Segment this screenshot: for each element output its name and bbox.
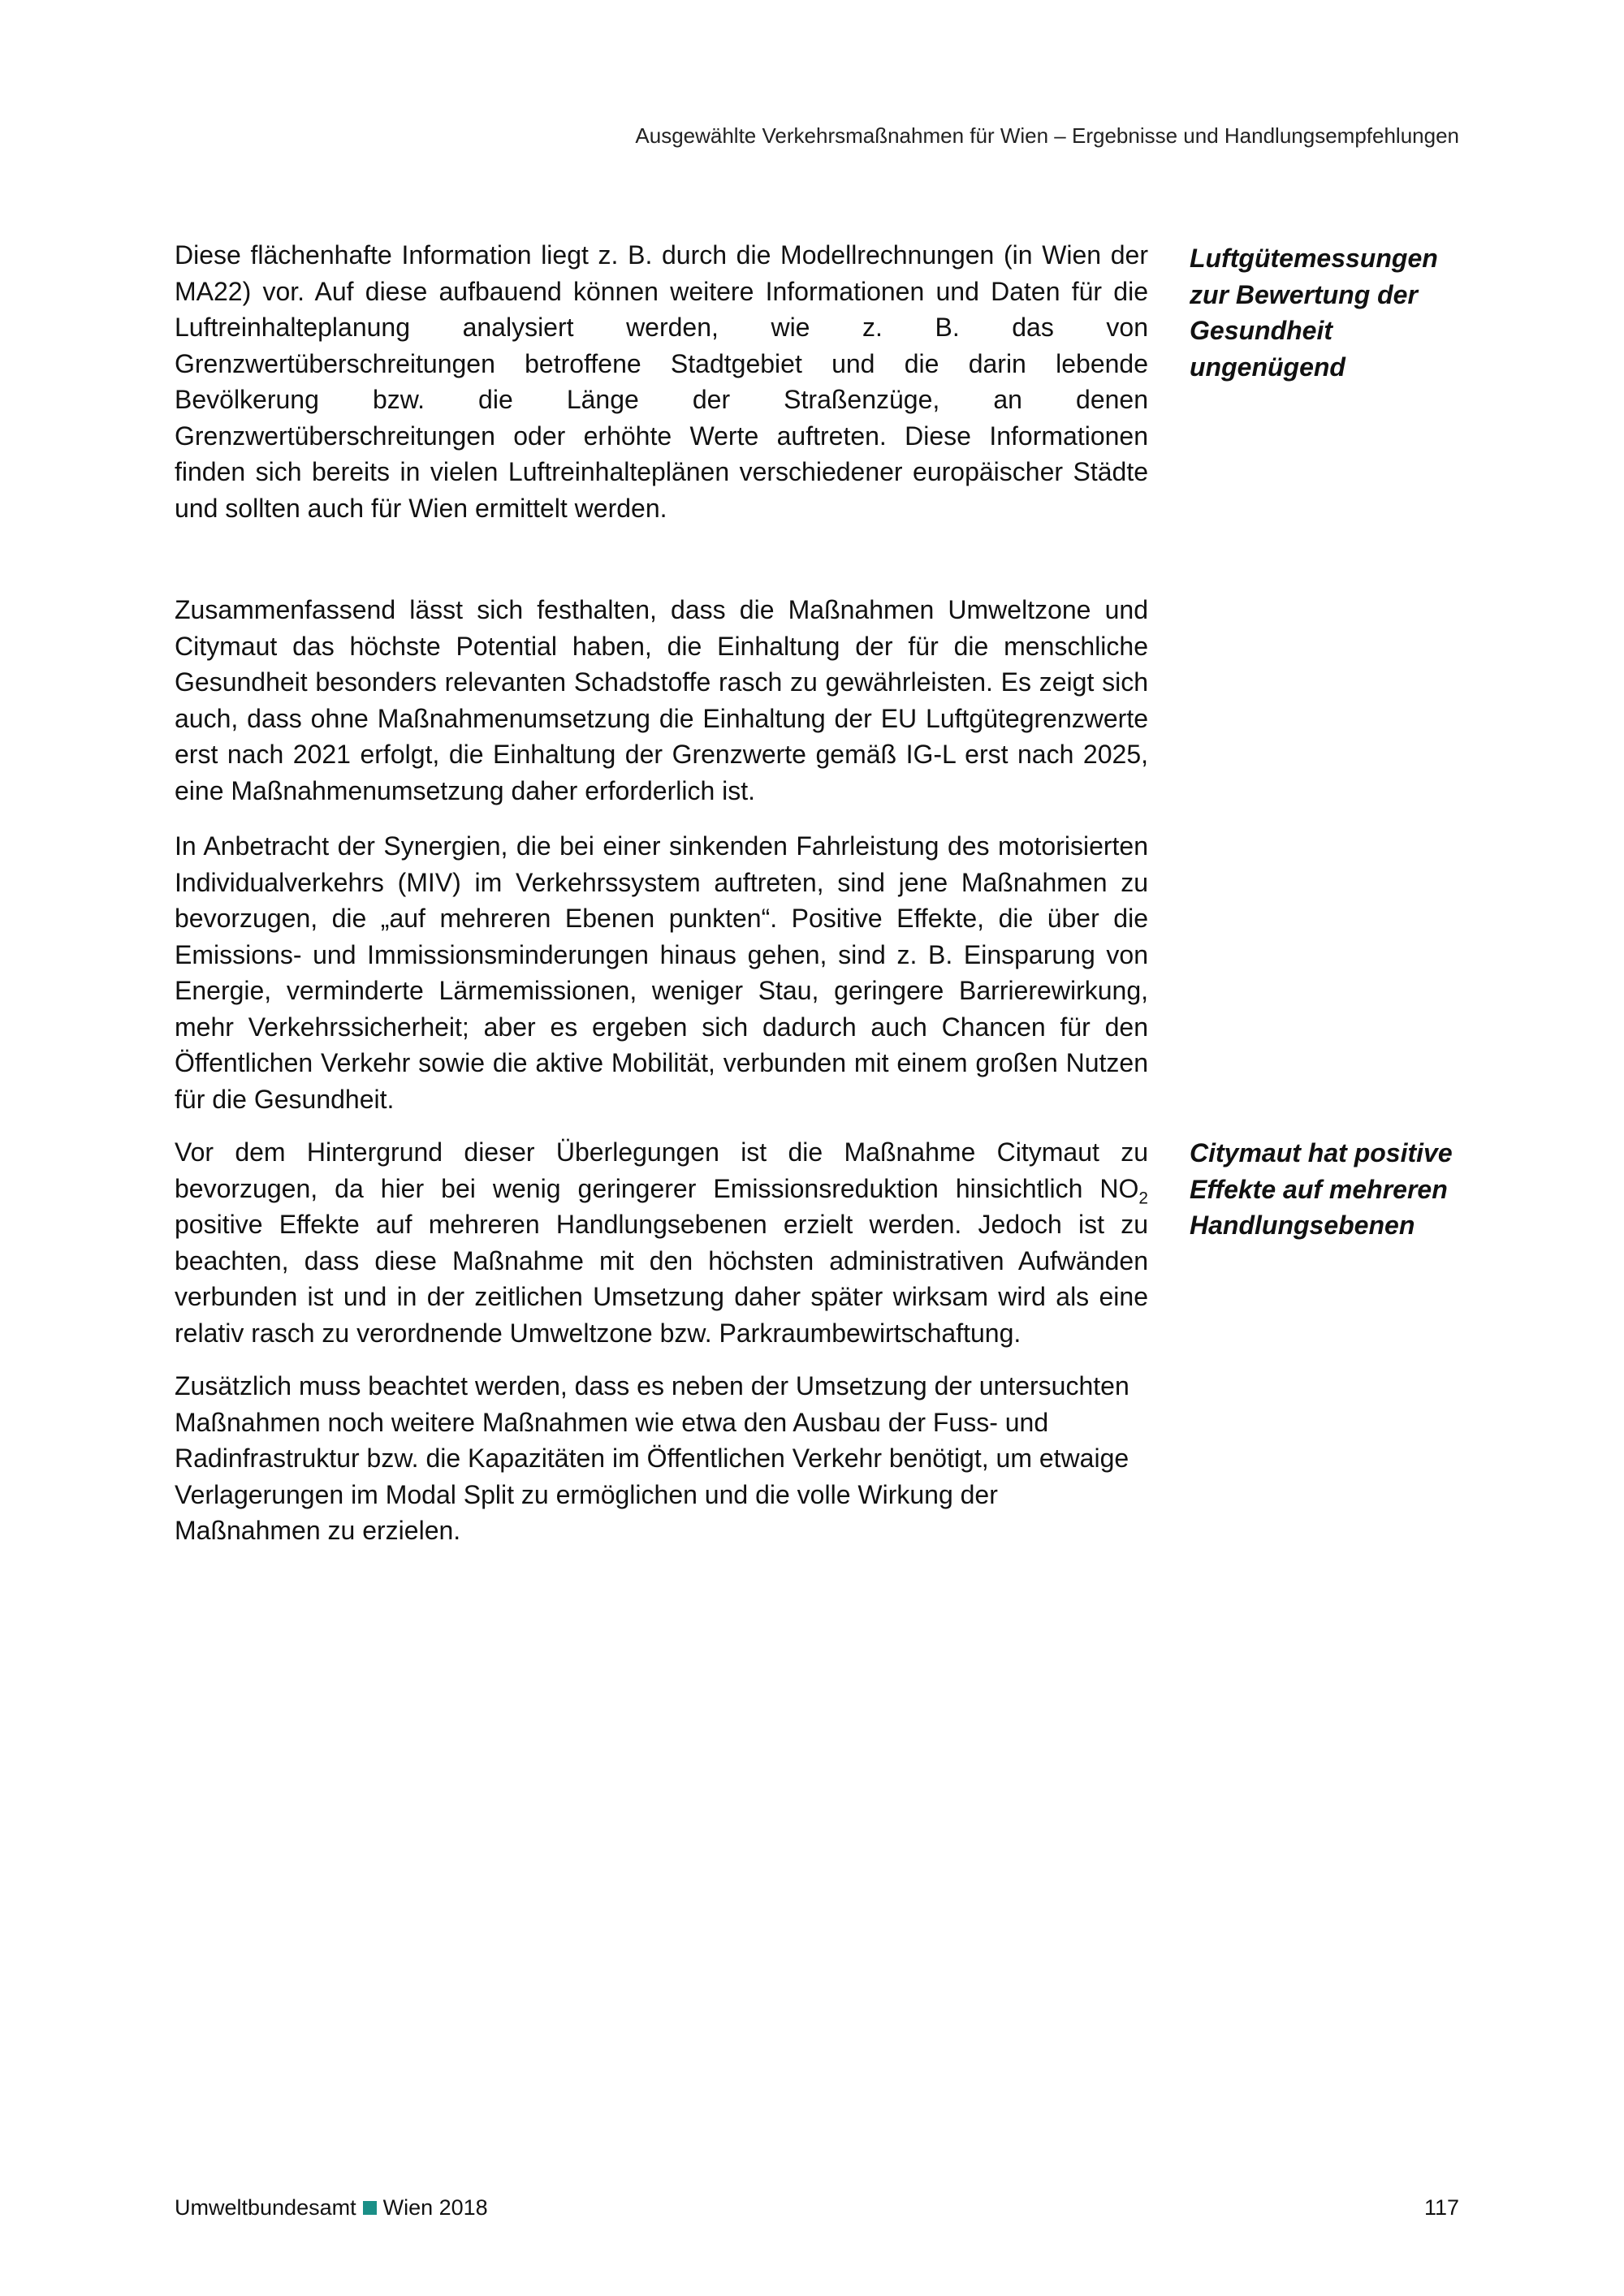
footer-square-icon <box>363 2201 377 2215</box>
paragraph-4-text-a: Vor dem Hintergrund dieser Überlegungen ist die Maßnahme Citymaut zu bevorzugen, da hier bei wenig geringerer Emissionsreduktion hinsichtlich NO <box>175 1137 1148 1203</box>
body-paragraph-1: Diese flächenhafte Information liegt z. B. durch die Modellrechnungen (in Wien der MA22) vor. Auf diese aufbauend können weitere Informationen und Daten für die Luftreinhalteplanung analysiert werden, wie z. B. das von Grenzwertüberschreitungen betroffene Stadtgebiet und die darin lebende Bevölkerung bzw. die Länge der Straßenzüge, an denen Grenzwertüberschreitungen oder erhöhte Werte auftreten. Diese Informationen finden sich bereits in vielen Luftreinhalteplänen verschiedener europäischer Städte und sollten auch für Wien ermittelt werden. <box>175 240 1148 523</box>
footer-publisher <box>175 2195 488 2220</box>
footer-edition: Wien 2018 <box>382 2195 488 2220</box>
margin-note-1: Luftgütemessungen zur Bewertung der Gesundheit ungenügend <box>1190 244 1438 382</box>
no2-subscript: 2 <box>1138 1188 1148 1207</box>
footer-publisher-name: Umweltbundesamt <box>175 2195 356 2220</box>
body-paragraph-3: In Anbetracht der Synergien, die bei einer sinkenden Fahrleistung des motorisierten Individualverkehrs (MIV) im Verkehrssystem auftreten, sind jene Maßnahmen zu bevorzugen, die „auf mehreren Ebenen punkten“. Positive Effekte, die über die Emissions- und Immissionsminderungen hinaus gehen, sind z. B. Einsparung von Energie, verminderte Lärmemissionen, weniger Stau, geringere Barrierewirkung, mehr Verkehrssicherheit; aber es ergeben sich dadurch auch Chancen für den Öffentlichen Verkehr sowie die aktive Mobilität, verbunden mit einem großen Nutzen für die Gesundheit. <box>175 831 1148 1114</box>
body-paragraph-2: Zusammenfassend lässt sich festhalten, dass die Maßnahmen Umweltzone und Citymaut das höchste Potential haben, die Einhaltung der für die menschliche Gesundheit besonders relevanten Schadstoffe rasch zu gewährleisten. Es zeigt sich auch, dass ohne Maßnahmenumsetzung die Einhaltung der EU Luftgütegrenzwerte erst nach 2021 erfolgt, die Einhaltung der Grenzwerte gemäß IG-L erst nach 2025, eine Maßnahmenumsetzung daher erforderlich ist. <box>175 595 1148 805</box>
margin-note-2: Citymaut hat positive Effekte auf mehreren Handlungsebenen <box>1190 1138 1453 1240</box>
running-header: Ausgewählte Verkehrsmaßnahmen für Wien – Ergebnisse und Handlungsempfehlungen <box>635 123 1459 148</box>
paragraph-4-text-b: positive Effekte auf mehreren Handlungsebenen erzielt werden. Jedoch ist zu beachten, dass diese Maßnahme mit den höchsten administrativen Aufwänden verbunden ist und in der zeitlichen Umsetzung daher später wirksam wird als eine relativ rasch zu verordnende Umweltzone bzw. Parkraumbewirtschaftung. <box>175 1210 1148 1348</box>
page-number: 117 <box>1423 2195 1459 2220</box>
body-paragraph-5: Zusätzlich muss beachtet werden, dass es neben der Umsetzung der untersuchten Maßnahmen noch weitere Maßnahmen wie etwa den Ausbau der Fuss- und Radinfrastruktur bzw. die Kapazitäten im Öffentlichen Verkehr benötigt, um etwaige Verlagerungen im Modal Split zu ermöglichen und die volle Wirkung der Maßnahmen zu erzielen. <box>175 1371 1129 1545</box>
body-paragraph-4 <box>175 1134 1148 1351</box>
